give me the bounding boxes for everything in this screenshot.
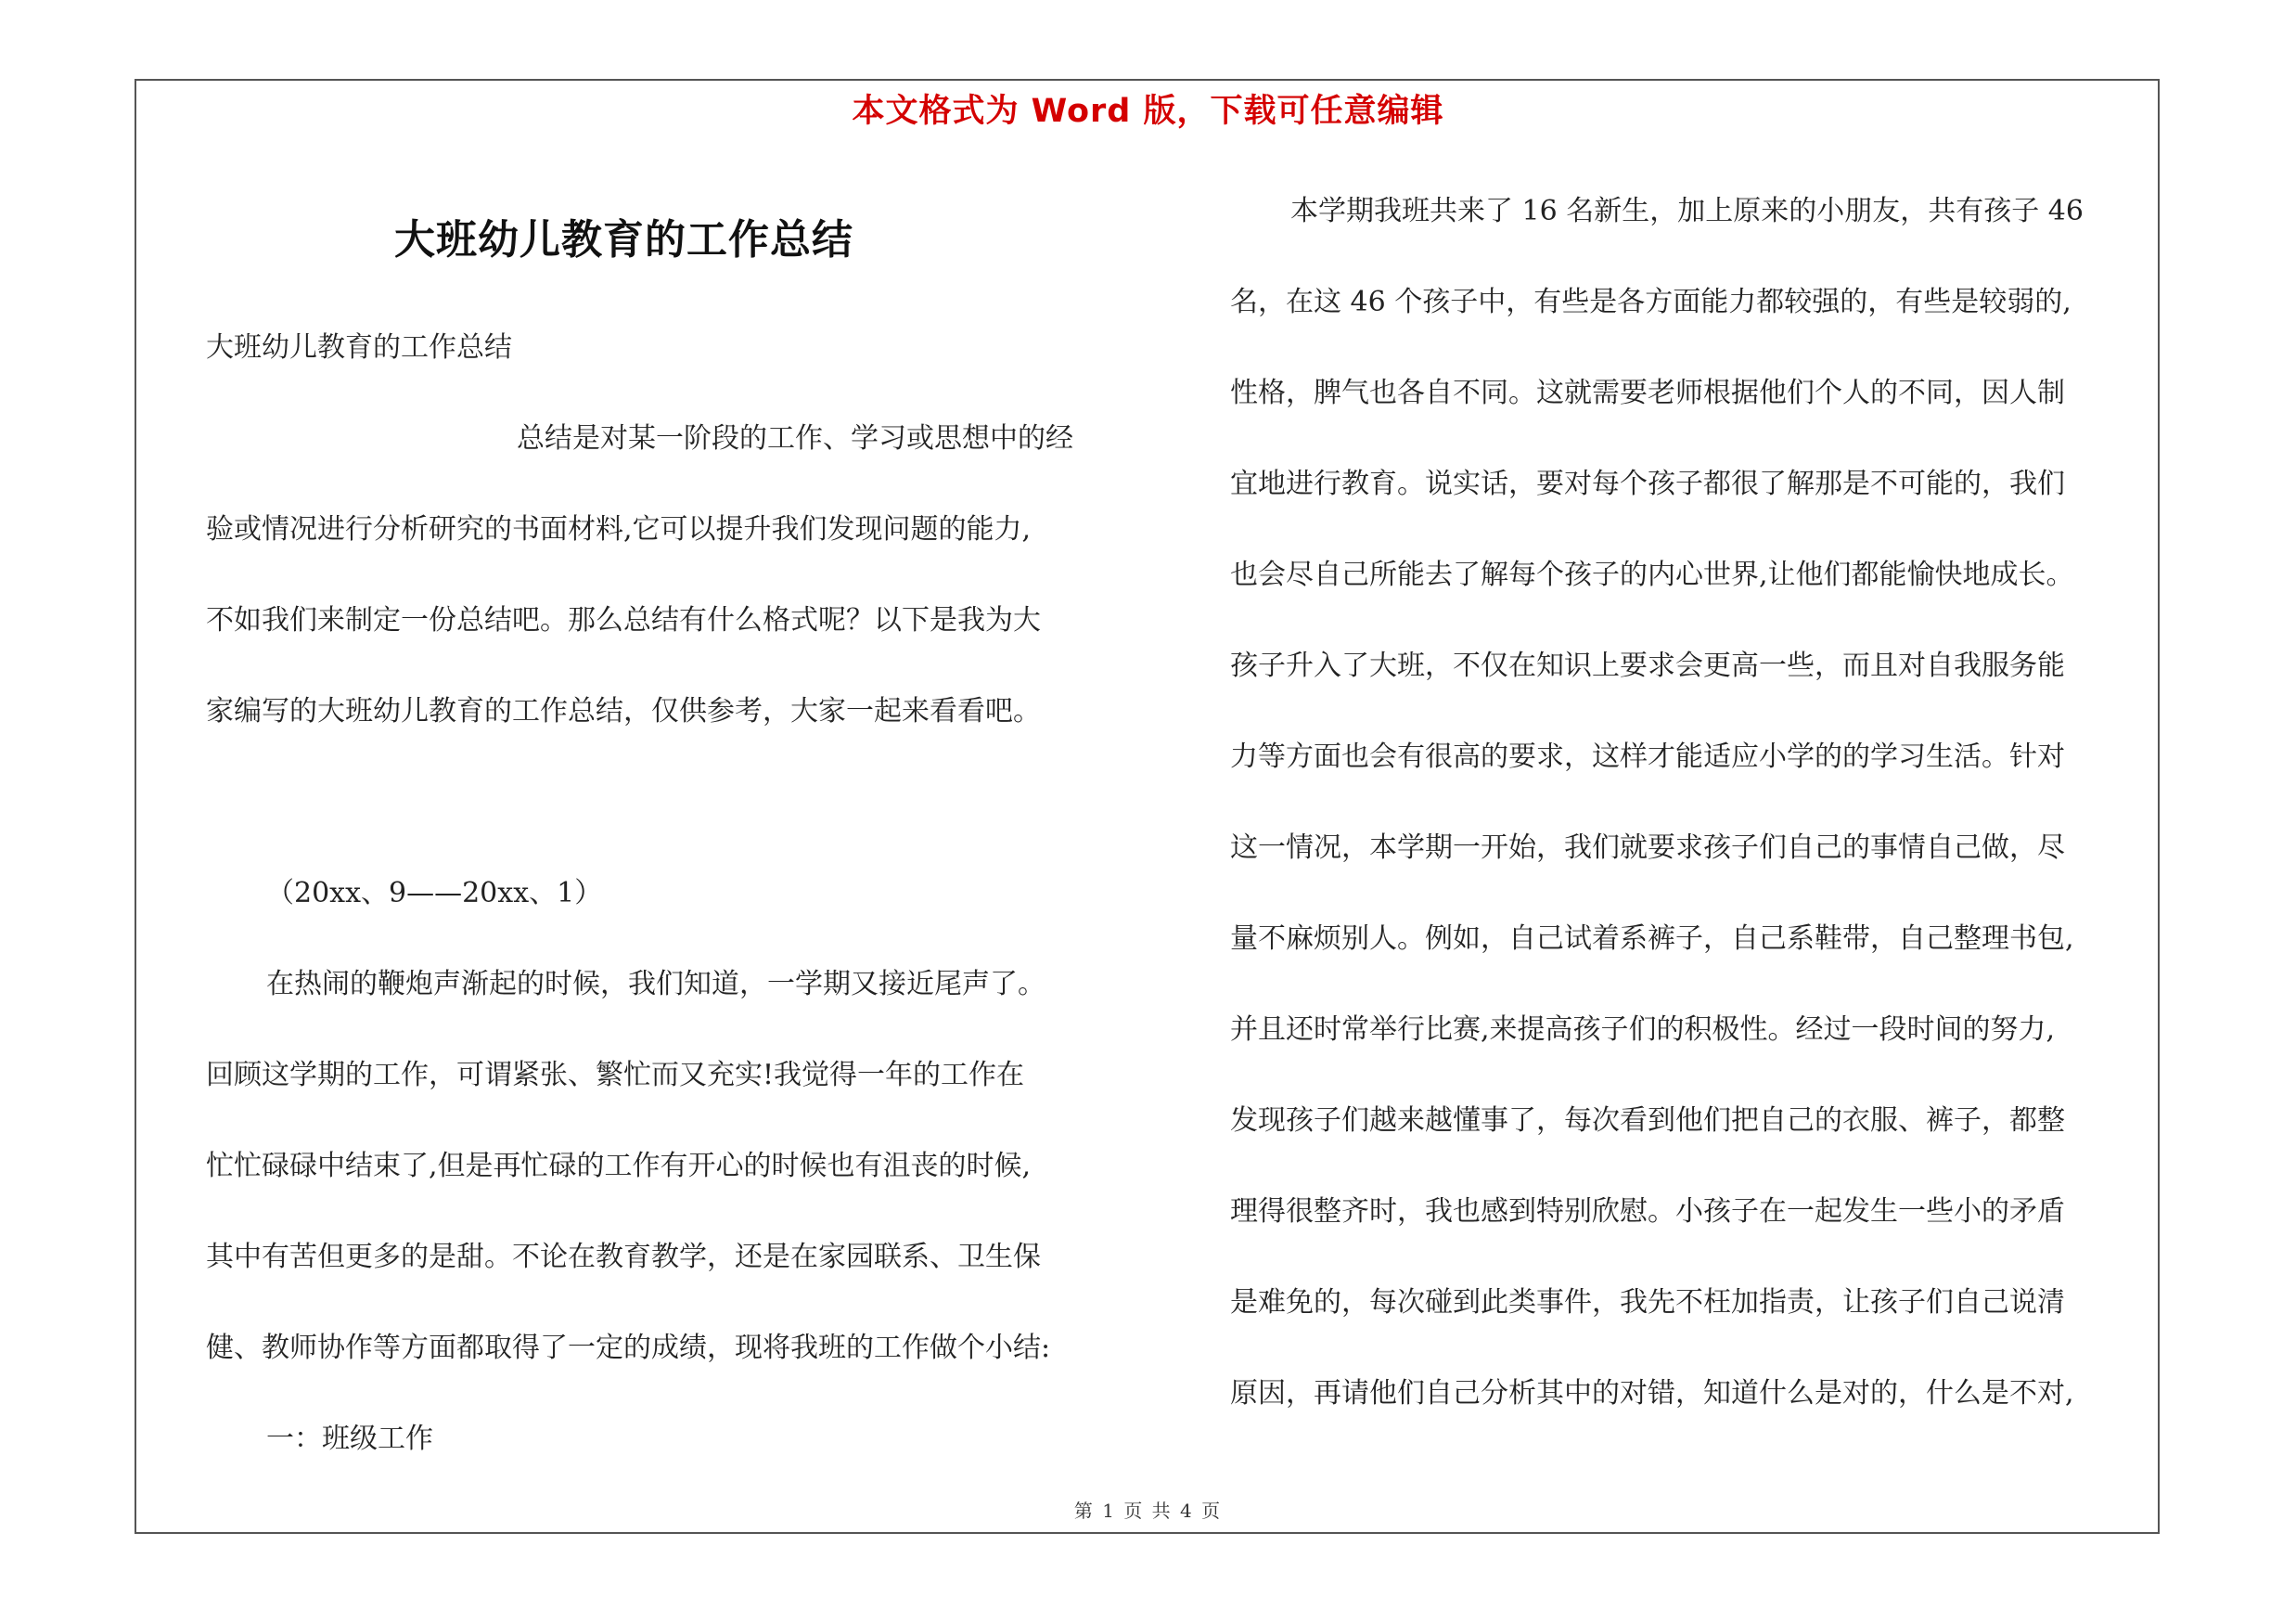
page-number-footer: 第 1 页 共 4 页 — [1073, 1500, 1223, 1522]
left-column — [206, 303, 1143, 1485]
paragraph-line: 回顾这学期的工作，可谓紧张、繁忙而又充实!我觉得一年的工作在 — [206, 1059, 1025, 1091]
paragraph-line: 家编写的大班幼儿教育的工作总结，仅供参考，大家一起来看看吧。 — [206, 695, 1041, 728]
paragraph-line: 不如我们来制定一份总结吧。那么总结有什么格式呢？以下是我为大 — [206, 604, 1041, 637]
paragraph-line: 宜地进行教育。说实话，要对每个孩子都很了解那是不可能的，我们 — [1230, 468, 2065, 500]
document-title: 大班幼儿教育的工作总结 — [394, 216, 853, 264]
paragraph-line: 力等方面也会有很高的要求，这样才能适应小学的的学习生活。针对 — [1230, 741, 2065, 773]
paragraph-line: 性格，脾气也各自不同。这就需要老师根据他们个人的不同，因人制 — [1230, 377, 2065, 409]
paragraph-line: 健、教师协作等方面都取得了一定的成绩，现将我班的工作做个小结: — [206, 1332, 1051, 1364]
paragraph-line: 其中有苦但更多的是甜。不论在教育教学，还是在家园联系、卫生保 — [206, 1241, 1041, 1273]
paragraph-line: 理得很整齐时，我也感到特别欣慰。小孩子在一起发生一些小的矛盾 — [1230, 1195, 2065, 1228]
paragraph-line: 是难免的，每次碰到此类事件，我先不枉加指责，让孩子们自己说清 — [1230, 1286, 2065, 1319]
section-heading: 一：班级工作 — [266, 1423, 433, 1455]
subtitle-line: 大班幼儿教育的工作总结 — [206, 331, 512, 364]
paragraph-line: 验或情况进行分析研究的书面材料,它可以提升我们发现问题的能力, — [206, 513, 1032, 546]
paragraph-line: 名，在这 46 个孩子中，有些是各方面能力都较强的，有些是较弱的, — [1230, 286, 2072, 318]
word-format-banner: 本文格式为 Word 版，下载可任意编辑 — [852, 93, 1444, 130]
paragraph-line: 在热闹的鞭炮声渐起的时候，我们知道，一学期又接近尾声了。 — [266, 968, 1045, 1000]
paragraph-line: 并且还时常举行比赛,来提高孩子们的积极性。经过一段时间的努力, — [1230, 1013, 2056, 1046]
paragraph-line: 本学期我班共来了 16 名新生，加上原来的小朋友，共有孩子 46 — [1290, 195, 2084, 227]
paragraph-line: 这一情况，本学期一开始，我们就要求孩子们自己的事情自己做，尽 — [1230, 831, 2065, 864]
spacer — [206, 757, 1143, 848]
date-range-line: （20xx、9——20xx、1） — [266, 877, 603, 909]
right-column — [1230, 166, 2162, 1439]
paragraph-line: 忙忙碌碌中结束了,但是再忙碌的工作有开心的时候也有沮丧的时候, — [206, 1150, 1032, 1182]
paragraph-line: 量不麻烦别人。例如，自己试着系裤子，自己系鞋带，自己整理书包, — [1230, 922, 2074, 955]
paragraph-line: 也会尽自己所能去了解每个孩子的内心世界,让他们都能愉快地成长。 — [1230, 559, 2074, 591]
paragraph-line: 原因，再请他们自己分析其中的对错，知道什么是对的，什么是不对, — [1230, 1377, 2074, 1410]
paragraph-line: 孩子升入了大班，不仅在知识上要求会更高一些，而且对自我服务能 — [1230, 650, 2065, 682]
paragraph-line: 发现孩子们越来越懂事了，每次看到他们把自己的衣服、裤子，都整 — [1230, 1104, 2065, 1137]
paragraph-line: 总结是对某一阶段的工作、学习或思想中的经 — [517, 422, 1073, 455]
